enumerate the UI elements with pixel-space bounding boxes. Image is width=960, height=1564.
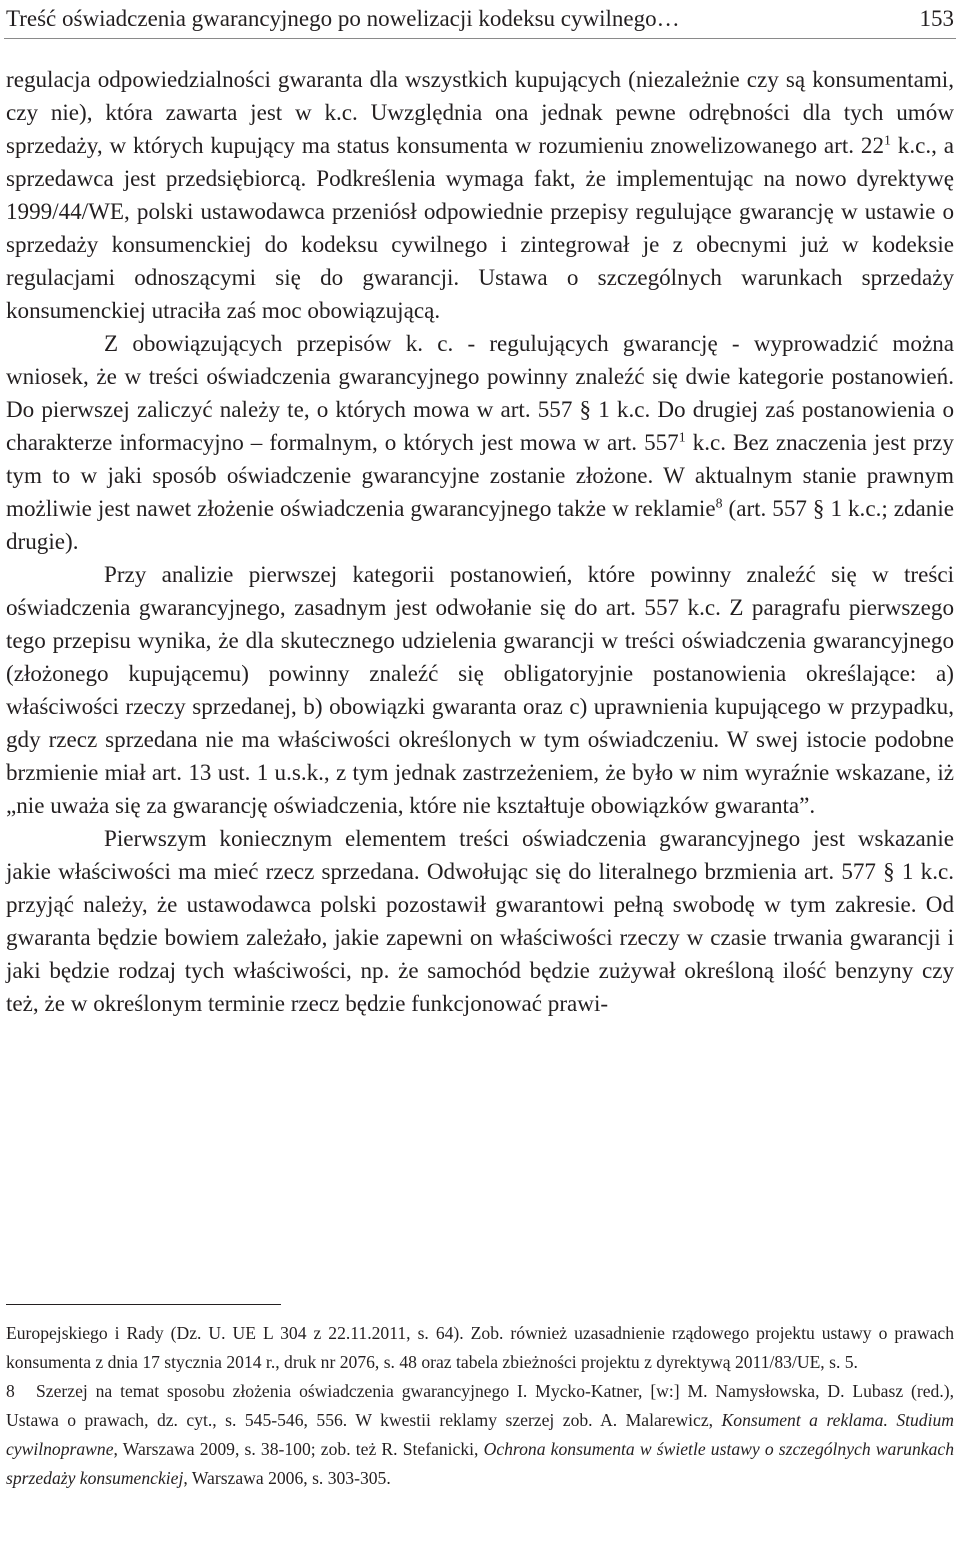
main-text: [6, 63, 954, 1020]
fn8-title-1: Konsument a reklama. Studium cywilnoprawne: [6, 1410, 954, 1459]
footnotes: [6, 1319, 954, 1493]
fn8-text-c: , Warszawa 2006, s. 303-305.: [183, 1468, 391, 1488]
footnote-ref-8: 8: [715, 495, 723, 511]
p2-text-c: (art. 557 § 1 k.c.; zdanie drugie).: [6, 495, 954, 554]
p2-text-b: k.c. Bez znaczenia jest przy tym to w jaki sposób oświadczenie gwarancyjne zostanie złożone. W aktualnym stanie prawnym możliwie jest nawet złożenie oświadczenia gwarancyjnego także w reklamie: [6, 429, 954, 521]
footnote-8: [6, 1377, 954, 1493]
running-title: Treść oświadczenia gwarancyjnego po nowelizacji kodeksu cywilnego…: [6, 6, 680, 31]
running-header: [6, 4, 954, 34]
superscript: 1: [678, 429, 686, 445]
fn8-text-a: Szerzej na temat sposobu złożenia oświadczenia gwarancyjnego I. Mycko-Katner, [w:] M. Namysłowska, D. Lubasz (red.), Ustawa o prawach, dz. cyt., s. 545-546, 556. W kwestii reklamy szerzej zob. A. Malarewicz,: [6, 1381, 954, 1430]
p1-text-a: regulacja odpowiedzialności gwaranta dla wszystkich kupujących (niezależnie czy są konsumentami, czy nie), która zawarta jest w k.c. Uwzględnia ona jednak pewne odrębności dla tych umów sprzedaży, w których kupujący ma status konsumenta w rozumieniu znowelizowanego art. 22: [6, 66, 954, 158]
footnote-continuation: Europejskiego i Rady (Dz. U. UE L 304 z 22.11.2011, s. 64). Zob. również uzasadnienie rządowego projektu ustawy o prawach konsumenta z dnia 17 stycznia 2014 r., druk nr 2076, s. 48 oraz tabela zbieżności projektu z dyrektywą 2011/83/UE, s. 5.: [6, 1323, 954, 1372]
p1-text-b: k.c., a sprzedawca jest przedsiębiorcą. Podkreślenia wymaga fakt, że implementując na nowo dyrektywę 1999/44/WE, polski ustawodawca przeniósł odpowiednie przepisy regulujące gwarancję w ustawie o sprzedaży konsumenckiej do kodeksu cywilnego i zintegrował je z obecnymi już w kodeksie regulacjami odnoszącymi się do gwarancji. Ustawa o szczególnych warunkach sprzedaży konsumenckiej utraciła zaś moc obowiązującą.: [6, 132, 954, 323]
footnote-rule: [6, 1304, 281, 1305]
paragraph-1: [6, 63, 954, 327]
page-number: 153: [919, 6, 954, 31]
fn8-title-2: Ochrona konsumenta w świetle ustawy o szczególnych warunkach sprzedaży konsumenckiej: [6, 1439, 954, 1488]
superscript: 1: [884, 132, 891, 148]
fn8-text-b: , Warszawa 2009, s. 38-100; zob. też R. Stefanicki,: [113, 1439, 484, 1459]
footnote-number: 8: [6, 1381, 15, 1401]
paragraph-2: [6, 327, 954, 558]
paragraph-4: Pierwszym koniecznym elementem treści oświadczenia gwarancyjnego jest wskazanie jakie właściwości ma mieć rzecz sprzedana. Odwołując się do literalnego brzmienia art. 577 § 1 k.c. przyjąć należy, że ustawodawca polski pozostawił gwarantowi pełną swobodę w tym zakresie. Od gwaranta będzie bowiem zależało, jakie zapewni on właściwości rzeczy w czasie trwania gwarancji i jaki będzie rodzaj tych właściwości, np. że samochód będzie zużywał określoną ilość benzyny czy też, że w określonym terminie rzecz będzie funkcjonować prawi-: [6, 825, 954, 1016]
p2-text-a: Z obowiązujących przepisów k. c. - regulujących gwarancję - wyprowadzić można wniosek, że w treści oświadczenia gwarancyjnego powinny znaleźć się dwie kategorie postanowień. Do pierwszej zaliczyć należy te, o których mowa w art. 557 § 1 k.c. Do drugiej zaś postanowienia o charakterze informacyjno – formalnym, o których jest mowa w art. 557: [6, 330, 954, 455]
paragraph-3: Przy analizie pierwszej kategorii postanowień, które powinny znaleźć się w treści oświadczenia gwarancyjnego, zasadnym jest odwołanie się do art. 557 k.c. Z paragrafu pierwszego tego przepisu wynika, że dla skutecznego udzielenia gwarancji w treści oświadczenia gwarancyjnego (złożonego kupującemu) powinny znaleźć się obligatoryjnie postanowienia określające: a) właściwości rzeczy sprzedanej, b) obowiązki gwaranta oraz c) uprawnienia kupującego w przypadku, gdy rzecz sprzedana nie ma właściwości określonych w tym oświadczeniu. W swej istocie podobne brzmienie miał art. 13 ust. 1 u.s.k., z tym jednak zastrzeżeniem, że było w nim wyraźnie wskazane, iż „nie uważa się za gwarancję oświadczenia, które nie kształtuje obowiązków gwaranta”.: [6, 561, 954, 818]
header-rule: [4, 38, 956, 39]
